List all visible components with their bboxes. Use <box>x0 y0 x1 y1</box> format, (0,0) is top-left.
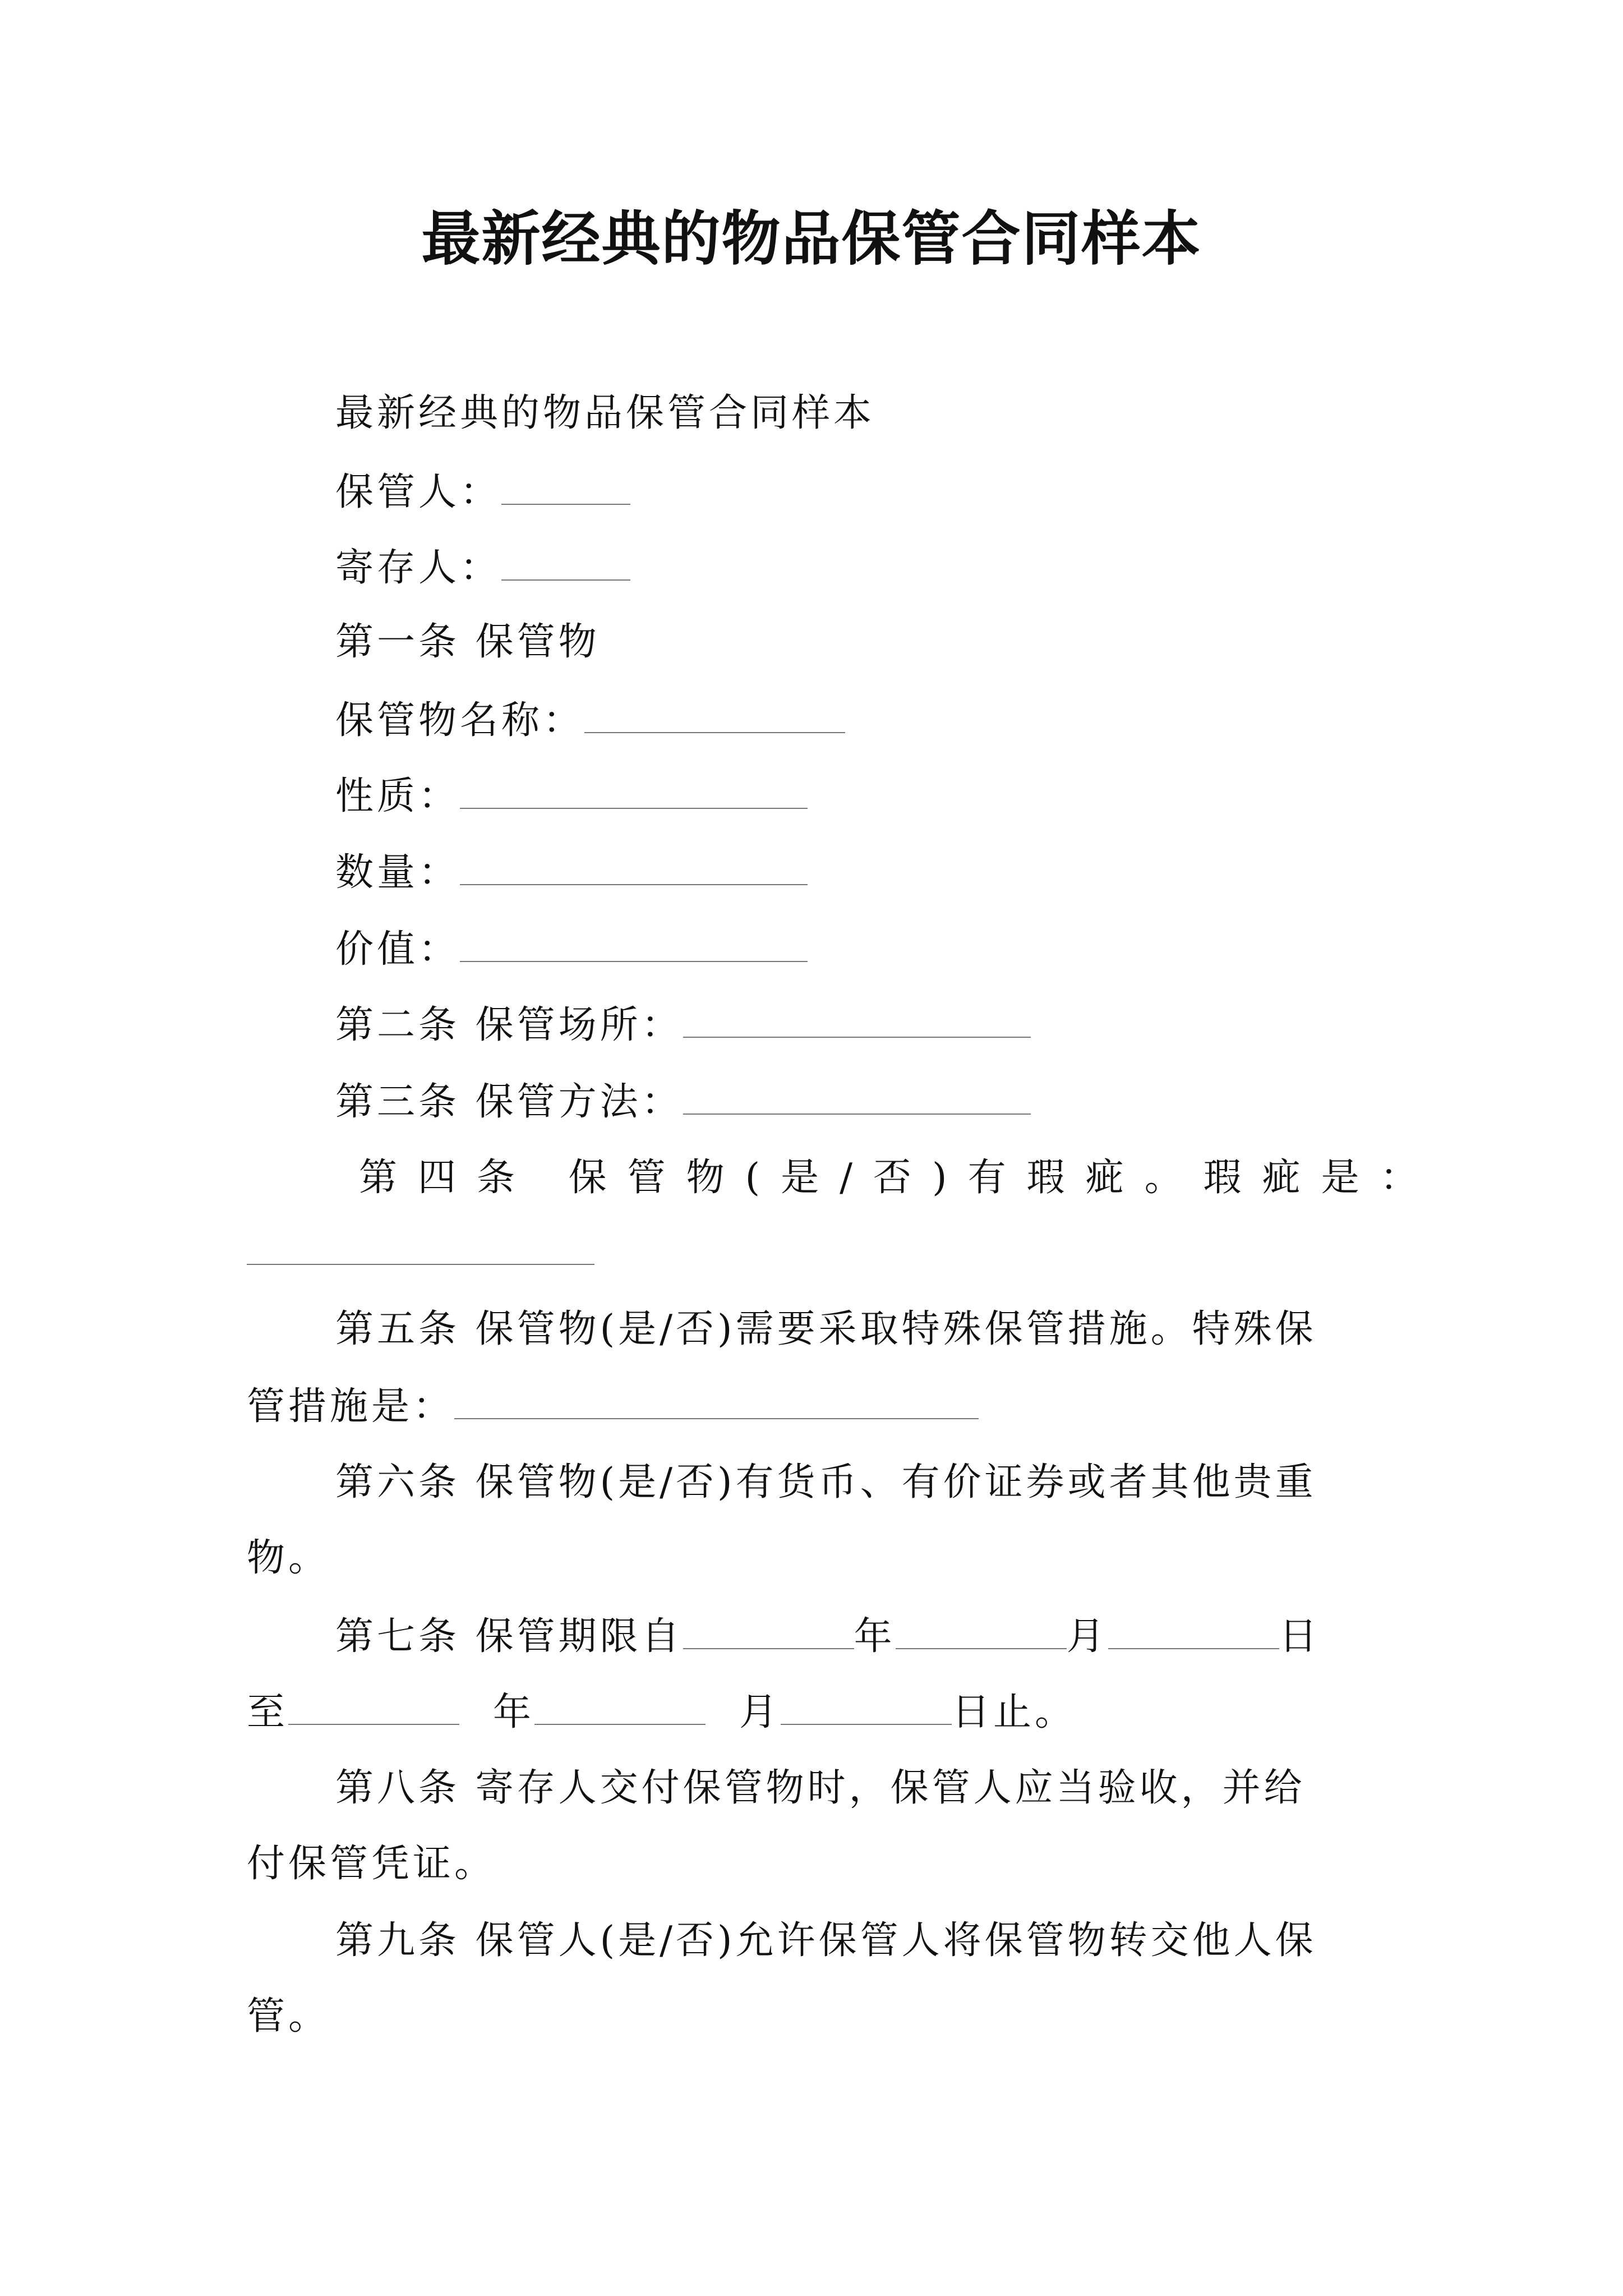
end-day-blank <box>781 1686 952 1725</box>
article7-month-2: 月 <box>739 1690 781 1734</box>
article1-heading: 第一条 保管物 <box>335 620 600 664</box>
article6-line2: 物。 <box>247 1536 330 1580</box>
article2-line <box>335 999 1031 1051</box>
custodian-label: 保管人： <box>335 470 502 514</box>
article7-year-2: 年 <box>493 1690 535 1734</box>
start-day-blank <box>1108 1610 1279 1649</box>
article3-text: 第三条 保管方法： <box>335 1080 683 1124</box>
article7-day: 日 <box>1279 1614 1321 1659</box>
article7-month-1: 月 <box>1066 1614 1108 1659</box>
article7-line1 <box>335 1610 1321 1662</box>
article5-line2-text: 管措施是： <box>247 1384 455 1429</box>
article6-line1: 第六条 保管物(是/否)有货币、有价证券或者其他贵重 <box>335 1460 1317 1504</box>
article7-end: 日止。 <box>952 1690 1077 1734</box>
article2-text: 第二条 保管场所： <box>335 1003 683 1047</box>
item-name-line <box>335 694 845 746</box>
value-line <box>335 923 808 975</box>
item-name-blank <box>584 694 845 733</box>
article5-blank <box>454 1380 979 1419</box>
start-month-blank <box>896 1610 1067 1649</box>
quantity-line <box>335 846 808 898</box>
article3-line <box>335 1075 1031 1128</box>
depositor-blank <box>501 541 630 581</box>
value-label: 价值： <box>335 927 460 972</box>
end-year-blank <box>288 1686 459 1725</box>
article8-line2: 付保管凭证。 <box>247 1842 496 1886</box>
article9-line2: 管。 <box>247 1994 330 2039</box>
depositor-label: 寄存人： <box>335 546 502 590</box>
start-year-blank <box>683 1610 854 1649</box>
item-name-label: 保管物名称： <box>335 698 585 743</box>
article7-line2 <box>247 1686 1076 1738</box>
end-month-blank <box>534 1686 706 1725</box>
article3-blank <box>683 1075 1031 1115</box>
custodian-line <box>335 466 630 518</box>
article2-blank <box>683 999 1031 1038</box>
nature-label: 性质： <box>335 774 460 818</box>
document-title: 最新经典的物品保管合同样本 <box>421 204 1202 273</box>
article7-year-1: 年 <box>854 1614 896 1659</box>
article4-text: 第四条 保管物(是/否)有瑕疵。瑕疵是： <box>359 1156 1439 1200</box>
depositor-line <box>335 541 630 593</box>
nature-line <box>335 770 808 822</box>
article9-line1: 第九条 保管人(是/否)允许保管人将保管物转交他人保 <box>335 1918 1317 1963</box>
article4-blank-line <box>247 1226 594 1278</box>
quantity-blank <box>460 846 808 885</box>
article7-prefix: 第七条 保管期限自 <box>335 1614 683 1659</box>
article5-line2 <box>247 1380 979 1432</box>
nature-blank <box>460 770 808 809</box>
quantity-label: 数量： <box>335 850 460 895</box>
article8-line1: 第八条 寄存人交付保管物时，保管人应当验收，并给 <box>335 1766 1306 1810</box>
article7-to: 至 <box>247 1690 289 1734</box>
value-blank <box>460 923 808 962</box>
article5-line1: 第五条 保管物(是/否)需要采取特殊保管措施。特殊保 <box>335 1307 1317 1351</box>
document-subtitle: 最新经典的物品保管合同样本 <box>335 391 875 435</box>
custodian-blank <box>501 466 630 505</box>
article4-blank <box>247 1226 594 1265</box>
